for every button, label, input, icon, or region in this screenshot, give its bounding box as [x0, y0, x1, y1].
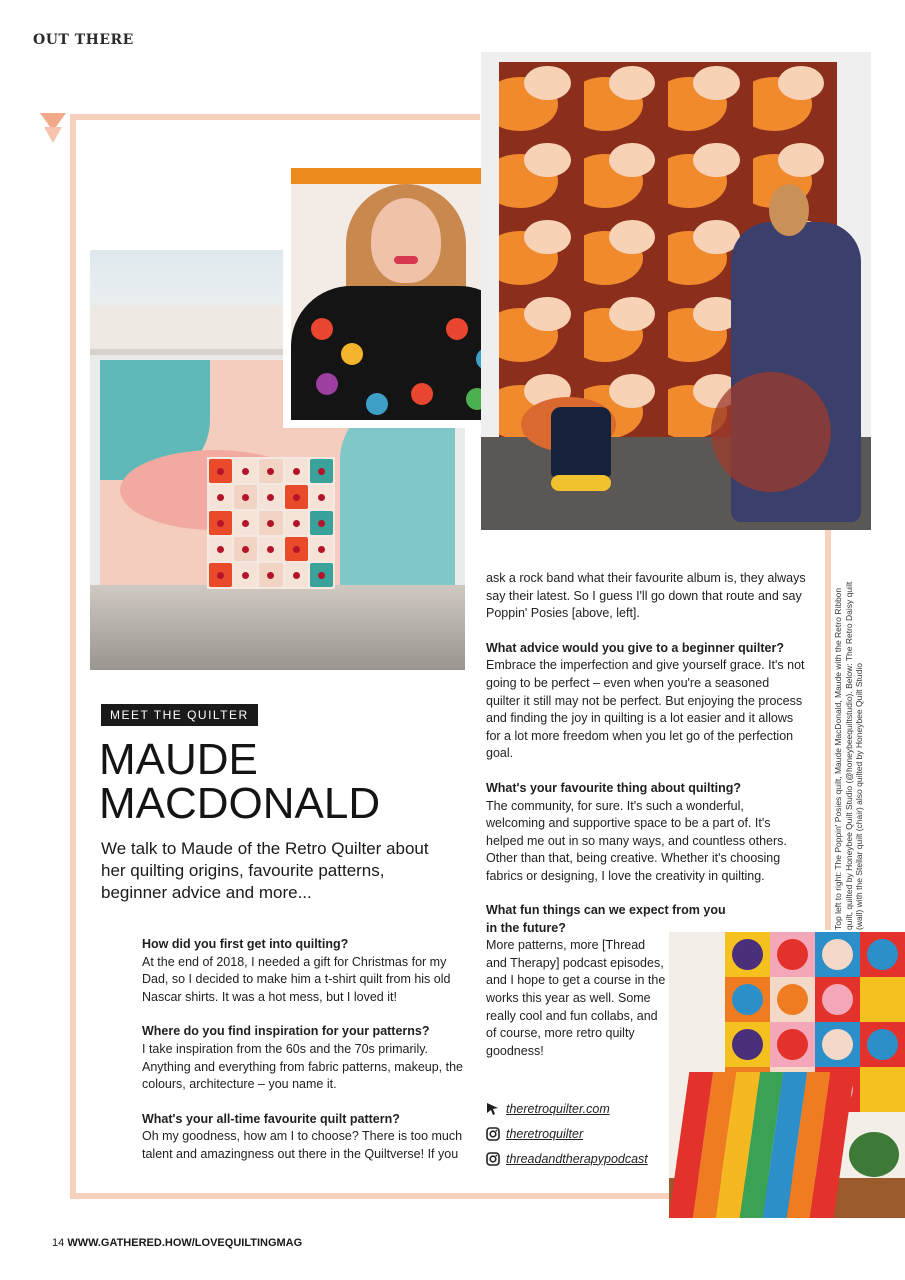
question: What advice would you give to a beginner quilter? [486, 640, 784, 655]
arrow-down-icon [40, 113, 66, 149]
kicker-label: MEET THE QUILTER [101, 704, 258, 726]
qa-item [142, 1111, 470, 1164]
title-line-2: MACDONALD [99, 779, 381, 828]
question: Where do you find inspiration for your patterns? [142, 1024, 430, 1039]
answer: At the end of 2018, I needed a gift for Christmas for my Dad, so I decided to make him a t-shirt quilt from his old Nascar shirts. It was a hot mess, but I loved it! [142, 954, 451, 1004]
answer: Embrace the imperfection and give yourself grace. It's not going to be perfect – even when you're a seasoned quilter it still may not be perfect. But enjoying the process and finding the joy in quilting is a lot easier and it allows for a lot more freedom when you let go of the perfection goal. [486, 658, 805, 761]
website-link[interactable]: theretroquilter.com [486, 1096, 666, 1121]
magazine-url: WWW.GATHERED.HOW/LOVEQUILTINGMAG [67, 1237, 303, 1249]
article-column-2-end [486, 902, 736, 1077]
instagram-icon [486, 1152, 500, 1166]
answer: I take inspiration from the 60s and the 70s primarily. Anything and everything from fabric patterns, makeup, the colours, architecture – you name it. [142, 1041, 464, 1092]
instagram-link-podcast[interactable]: threadandtherapypodcast [486, 1146, 666, 1171]
frame-border-bottom [70, 1193, 670, 1199]
qa-item [486, 902, 736, 1060]
page-footer [52, 1237, 302, 1249]
cursor-icon [486, 1102, 500, 1116]
frame-border-top [70, 114, 480, 120]
qa-item [486, 780, 806, 886]
answer: More patterns, more [Thread and Therapy] podcast episodes, and I hope to get a course in the works this year as well. Some really cool and fun collabs, and of course, more retro quilty goodness! [486, 938, 666, 1058]
section-tag: OUT THERE [33, 32, 134, 48]
page-number: 14 [52, 1237, 65, 1249]
answer: The community, for sure. It's such a wonderful, welcoming and supportive space to be a part of. It's helped me out in so many ways, and countless others. Other than that, being creative. Whether it's choosing fabrics or designing, I love the creativity in quilting. [486, 798, 787, 883]
qa-item [142, 936, 470, 1006]
qa-continuation [486, 570, 806, 623]
question: What's your all-time favourite quilt pattern? [142, 1111, 400, 1126]
question: What's your favourite thing about quilting? [486, 780, 742, 795]
title-line-1: MAUDE [99, 735, 258, 784]
question: How did you first get into quilting? [142, 937, 349, 951]
photo-caption: Top left to right: The Poppin' Posies quilt, Maude MacDonald, Maude with the Retro Ribbon quilt, quilted by Honeybee Quilt Studio (@honeybeequiltstudio). Below: The Retro Daisy quilt (wall) with the Stellar quilt (chair) also quilted by Honeybee Quilt Studio [833, 581, 865, 930]
social-links [486, 1096, 666, 1171]
standfirst: We talk to Maude of the Retro Quilter about her quilting origins, favourite patterns, beginner advice and more... [101, 839, 429, 902]
article-title [99, 735, 459, 828]
frame-border-right [825, 530, 831, 930]
qa-item [486, 640, 806, 763]
answer: ask a rock band what their favourite album is, they always say their latest. So I guess I'll go down that route and say Poppin' Posies [above, left]. [486, 571, 806, 621]
qa-item [142, 1023, 470, 1093]
answer: Oh my goodness, how am I to choose? There is too much talent and amazingness out there in the Quiltverse! If you [142, 1129, 463, 1161]
frame-border-left [70, 114, 76, 1199]
instagram-icon [486, 1127, 500, 1141]
instagram-link-theretroquilter[interactable]: theretroquilter [486, 1121, 666, 1146]
question: What fun things can we expect from you in the future? [486, 903, 726, 935]
article-column-2 [486, 570, 806, 903]
article-column-1 [142, 936, 470, 1181]
photo-retro-ribbon-quilt [481, 52, 871, 530]
